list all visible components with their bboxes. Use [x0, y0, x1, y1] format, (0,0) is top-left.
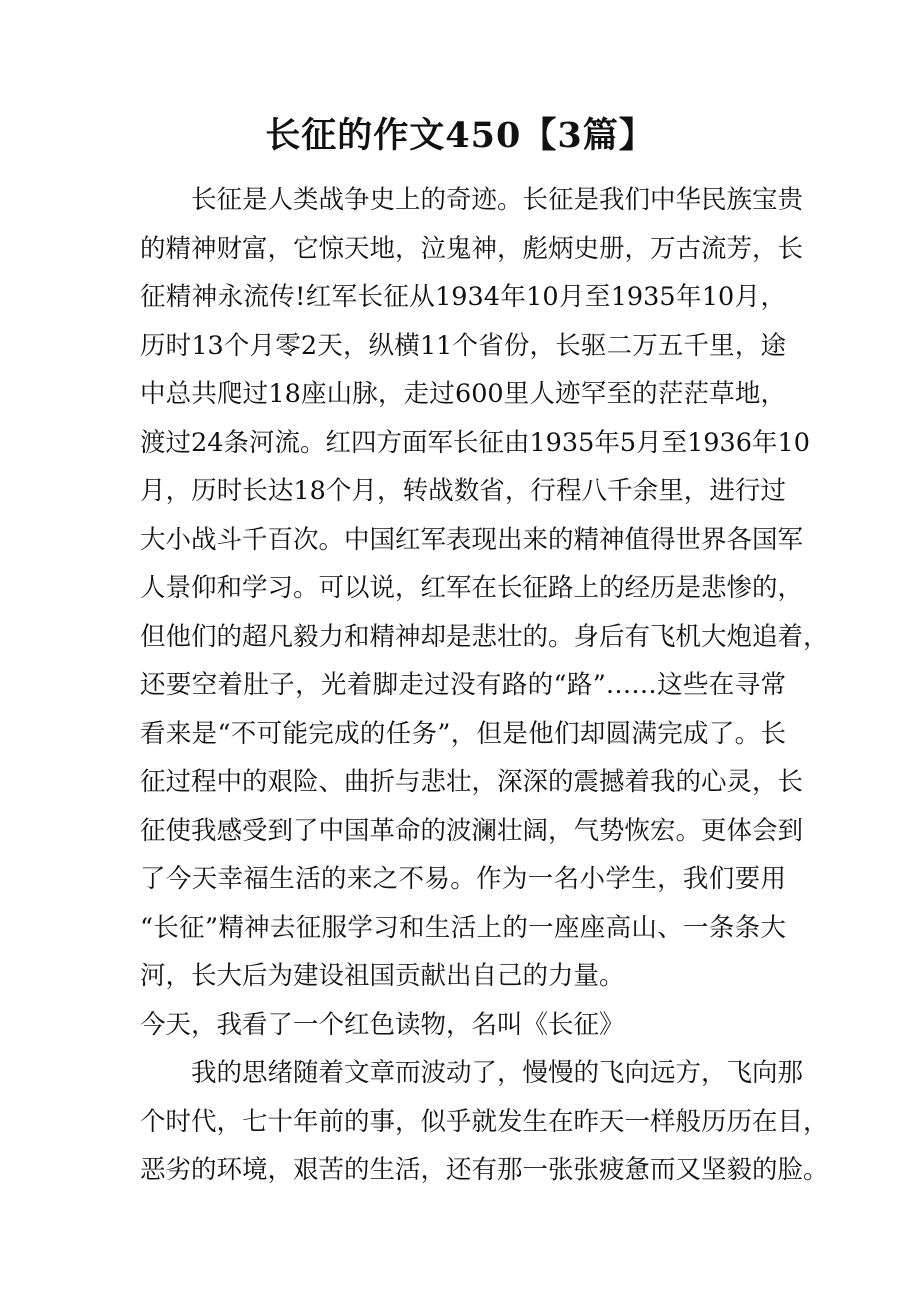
paragraph-line: 月，历时长达18个月，转战数省，行程八千余里，进行过: [140, 476, 786, 506]
paragraph-line: 渡过24条河流。红四方面军长征由1935年5月至1936年10: [140, 427, 810, 458]
paragraph-line: 我的思绪随着文章而波动了，慢慢的飞向远方，飞向那: [191, 1058, 804, 1088]
paragraph-line: 长征是人类战争史上的奇迹。长征是我们中华民族宝贵: [191, 185, 804, 215]
paragraph-line: 了今天幸福生活的来之不易。作为一名小学生，我们要用: [140, 864, 786, 894]
paragraph-line: 的精神财富，它惊天地，泣鬼神，彪炳史册，万古流芳，长: [140, 233, 804, 264]
paragraph-line: 历时13个月零2天，纵横11个省份，长驱二万五千里，途: [140, 330, 786, 361]
document-body: [140, 176, 829, 1195]
paragraph-line: 看来是“不可能完成的任务”，但是他们却圆满完成了。长: [140, 718, 786, 749]
paragraph-2: [140, 1001, 786, 1050]
paragraph-line: 还要空着肚子，光着脚走过没有路的“路”……这些在寻常: [140, 670, 786, 700]
paragraph-line: 中总共爬过18座山脉，走过600里人迹罕至的茫茫草地，: [140, 379, 786, 409]
paragraph-line: 征使我感受到了中国革命的波澜壮阔，气势恢宏。更体会到: [140, 815, 804, 846]
paragraph-line: 征精神永流传!红军长征从1934年10月至1935年10月，: [140, 282, 786, 312]
document-title: 长征的作文450【3篇】: [265, 115, 655, 156]
paragraph-line: 征过程中的艰险、曲折与悲壮，深深的震撼着我的心灵，长: [140, 767, 804, 797]
paragraph-line: 但他们的超凡毅力和精神却是悲壮的。身后有飞机大炮追着，: [140, 621, 829, 652]
paragraph-1: [140, 176, 829, 1001]
paragraph-line: “长征”精神去征服学习和生活上的一座座高山、一条条大: [140, 912, 786, 943]
paragraph-line: 河，长大后为建设祖国贡献出自己的力量。: [140, 961, 625, 991]
paragraph-line: 大小战斗千百次。中国红军表现出来的精神值得世界各国军: [140, 524, 804, 555]
paragraph-3: [140, 1049, 829, 1195]
paragraph-line: 今天，我看了一个红色读物，名叫《长征》: [140, 1009, 625, 1040]
paragraph-line: 人景仰和学习。可以说，红军在长征路上的经历是悲惨的，: [140, 573, 804, 603]
paragraph-line: 恶劣的环境，艰苦的生活，还有那一张张疲惫而又坚毅的脸。: [140, 1155, 829, 1185]
paragraph-line: 个时代，七十年前的事，似乎就发生在昨天一样般历历在目，: [140, 1106, 829, 1137]
